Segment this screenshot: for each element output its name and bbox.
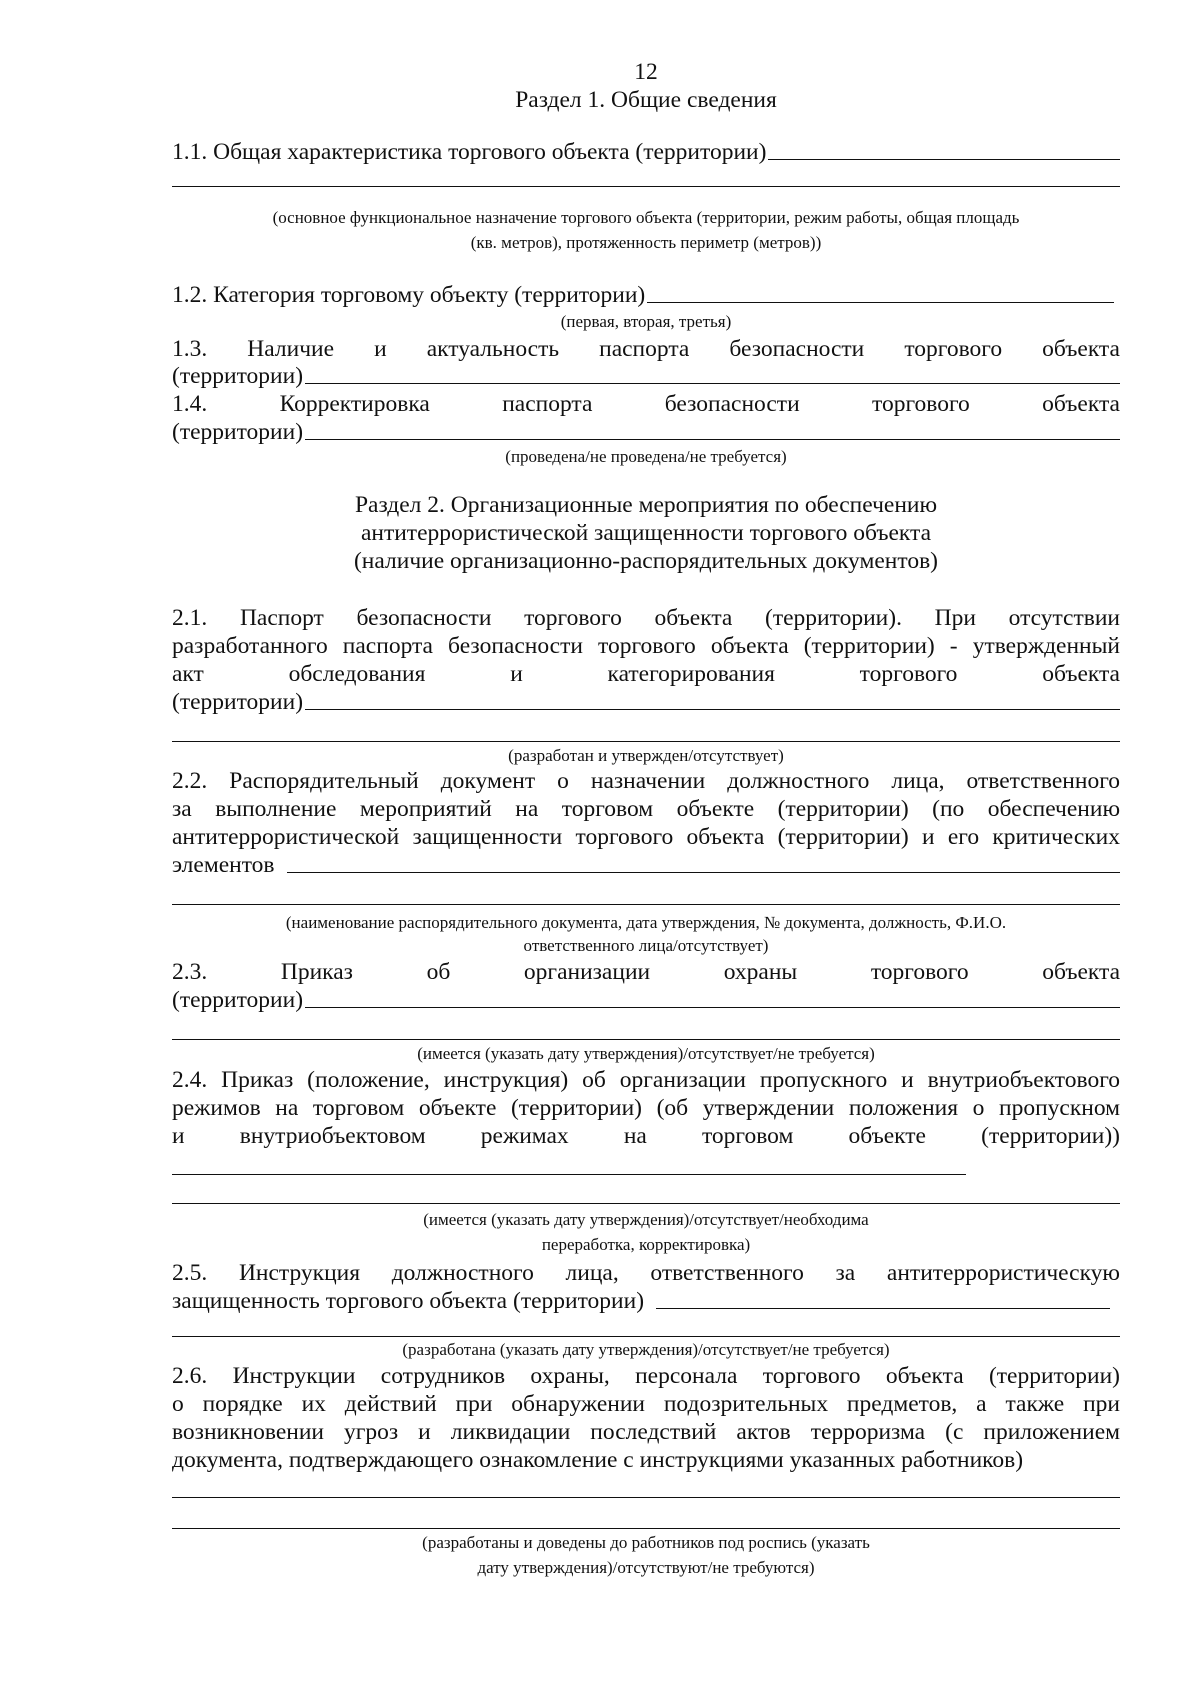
fill-line[interactable]: [305, 383, 1120, 384]
fill-line[interactable]: [172, 741, 1120, 742]
fill-line[interactable]: [172, 1336, 1120, 1337]
item-1-4-line2: (территории): [172, 418, 1120, 446]
fill-line[interactable]: [305, 709, 1120, 710]
fill-line[interactable]: [172, 1039, 1120, 1040]
item-2-1-line1: 2.1. Паспорт безопасности торгового объекта (территории). При отсутствии: [172, 605, 1120, 631]
item-2-2-line1: 2.2. Распорядительный документ о назначении должностного лица, ответственного: [172, 768, 1120, 794]
item-2-3-line1: 2.3. Приказ об организации охраны торгового объекта: [172, 959, 1120, 985]
item-2-6-line4: документа, подтверждающего ознакомление с инструкциями указанных работников): [172, 1447, 1024, 1473]
item-1-3-line2: (территории): [172, 362, 1120, 390]
item-1-2: [172, 281, 1120, 309]
item-2-2-line2: за выполнение мероприятий на торговом объекте (территории) (по обеспечению: [172, 796, 1120, 822]
item-2-4-line1: 2.4. Приказ (положение, инструкция) об организации пропускного и внутриобъектового: [172, 1067, 1120, 1093]
note-2-5: (разработана (указать дату утверждения)/отсутствует/не требуется): [402, 1340, 890, 1359]
section-2-title-line1: Раздел 2. Организационные мероприятия по обеспечению: [354, 492, 938, 518]
fill-line[interactable]: [768, 159, 1120, 160]
fill-line[interactable]: [172, 1174, 966, 1175]
note-1-1-line1: (основное функциональное назначение торгового объекта (территории, режим работы, общая площадь: [272, 208, 1020, 227]
section-2-title-line2: антитеррористической защищенности торгового объекта: [360, 520, 932, 546]
fill-line[interactable]: [305, 439, 1120, 440]
item-1-3-line1: 1.3. Наличие и актуальность паспорта безопасности торгового объекта: [172, 336, 1120, 362]
item-2-1-line4: (территории): [172, 688, 1120, 716]
item-2-3-line2: (территории): [172, 986, 1120, 1014]
item-2-4-line2: режимов на торговом объекте (территории) (об утверждении положения о пропускном: [172, 1095, 1120, 1121]
note-2-2-line1: (наименование распорядительного документа, дата утверждения, № документа, должность, Ф.И.О.: [285, 913, 1007, 932]
fill-line[interactable]: [172, 904, 1120, 905]
section-1-title: Раздел 1. Общие сведения: [515, 87, 777, 113]
item-1-2-label: 1.2. Категория торговому объекту (территории): [172, 282, 646, 308]
fill-line[interactable]: [305, 1007, 1120, 1008]
item-2-6-line3: возникновении угроз и ликвидации последствий актов терроризма (с приложением: [172, 1419, 1120, 1445]
note-1-1-line2: (кв. метров), протяженность периметр (метров)): [470, 233, 822, 252]
item-1-1-label: 1.1. Общая характеристика торгового объекта (территории): [172, 139, 767, 165]
section-2-title-line3: (наличие организационно-распорядительных документов): [353, 548, 938, 574]
fill-line[interactable]: [287, 872, 1120, 873]
item-2-4-line3: и внутриобъектовом режимах на торговом объекте (территории)): [172, 1123, 1120, 1149]
note-1-4: (проведена/не проведена/не требуется): [505, 447, 787, 466]
item-2-6-line2: о порядке их действий при обнаружении подозрительных предметов, а также при: [172, 1391, 1120, 1417]
item-1-4-line1: 1.4. Корректировка паспорта безопасности торгового объекта: [172, 391, 1120, 417]
note-2-4-line2: переработка, корректировка): [541, 1235, 751, 1254]
item-2-2-line3: антитеррористической защищенности торгового объекта (территории) и его критических: [172, 824, 1120, 850]
note-2-4-line1: (имеется (указать дату утверждения)/отсутствует/необходима: [423, 1210, 869, 1229]
fill-line[interactable]: [656, 1308, 1110, 1309]
item-2-6-line1: 2.6. Инструкции сотрудников охраны, персонала торгового объекта (территории): [172, 1363, 1120, 1389]
item-2-5-line2: защищенность торгового объекта (территории): [172, 1287, 1120, 1315]
note-1-2: (первая, вторая, третья): [560, 312, 732, 331]
item-2-2-line4: элементов: [172, 851, 1120, 879]
note-2-1: (разработан и утвержден/отсутствует): [508, 746, 784, 765]
item-2-1-line2: разработанного паспорта безопасности торгового объекта (территории) - утвержденный: [172, 633, 1120, 659]
fill-line[interactable]: [172, 1203, 1120, 1204]
item-2-5-line1: 2.5. Инструкция должностного лица, ответственного за антитеррористическую: [172, 1260, 1120, 1286]
page-number: 12: [634, 59, 658, 85]
note-2-6-line1: (разработаны и доведены до работников под роспись (указать: [422, 1533, 870, 1552]
fill-line[interactable]: [647, 302, 1114, 303]
fill-line[interactable]: [172, 186, 1120, 187]
note-2-6-line2: дату утверждения)/отсутствуют/не требуются): [477, 1558, 815, 1577]
note-2-3: (имеется (указать дату утверждения)/отсутствует/не требуется): [417, 1044, 875, 1063]
item-1-1: [172, 138, 1120, 166]
note-2-2-line2: ответственного лица/отсутствует): [523, 936, 769, 955]
fill-line[interactable]: [172, 1497, 1120, 1498]
fill-line[interactable]: [172, 1528, 1120, 1529]
item-2-1-line3: акт обследования и категорирования торгового объекта: [172, 661, 1120, 687]
